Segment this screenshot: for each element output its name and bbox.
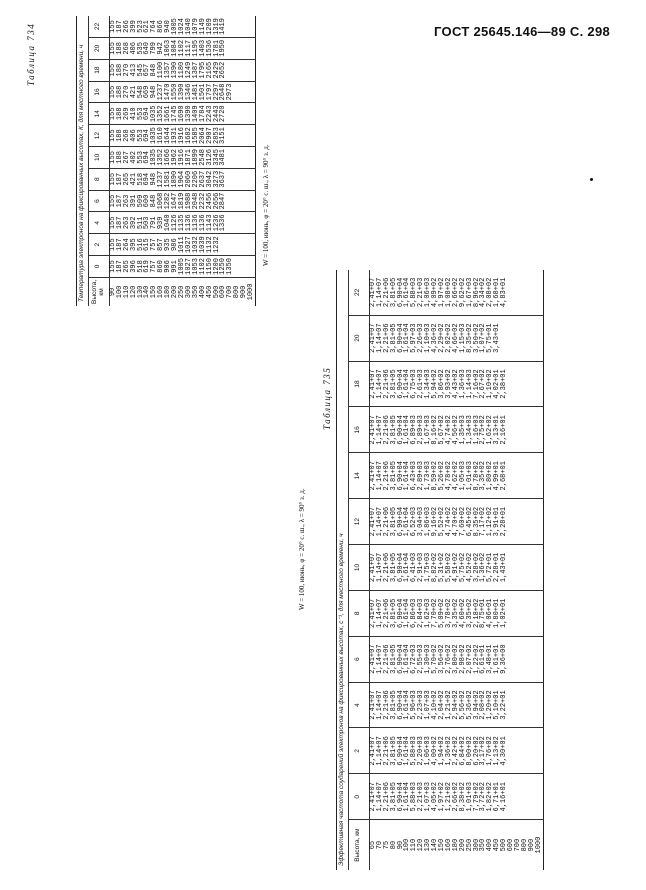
height-values-cell: 90 100 110 120 130 140 150 160 180 200 250 300 350 400 450 500 600 700 800 900 1000 — [108, 283, 256, 301]
hour-column-header: 4 — [348, 682, 369, 728]
height-column-header: Высота, км — [348, 820, 369, 870]
hour-column-header: 18 — [348, 361, 369, 407]
table-cell-column: 2,41+07 1,14+07 2,21+06 3,81+05 6,90+04 1,61+04 5,97+03 2,26+03 1,10+03 4,36+02 2,29+02 2,02+02 4,66+02 1,15+03 8,35+02 3,50+02 1,07+02 5,75+01 3,43+01 — [369, 315, 543, 361]
table-735-name: Таблица 735 — [322, 366, 332, 430]
hour-column-header: 8 — [88, 168, 109, 190]
table-cell-column: 2,41+07 1,14+07 2,21+06 3,81+05 6,90+04 1,61+04 5,96+03 2,23+03 1,07+03 4,10+02 2,04+02 1,21+02 2,94+02 5,56+02 5,36+02 3,94+02 2,08+02 1,20+02 5,10+01 3,22+01 — [369, 682, 543, 728]
hour-column-header: 2 — [88, 234, 109, 256]
hour-column-header: 20 — [88, 37, 109, 59]
hour-column-header: 18 — [88, 59, 109, 81]
table-cell-column: 2,41+07 1,14+07 2,21+06 3,81+05 6,90+04 1,61+04 5,88+03 2,21+03 1,06+03 4,09+02 1,97+02 1,08+02 2,66+02 9,62+02 1,67+03 8,96+02 4,34+02 2,08+02 1,68+01 4,83+01 — [369, 270, 543, 315]
hour-column-header: 8 — [348, 590, 369, 636]
table-cell-column: 2,41+07 1,14+07 2,21+06 3,81+05 6,90+04 1,61+04 6,72+03 2,55+03 1,30+03 5,70+02 3,56+02 2,76+02 3,80+02 2,98+02 2,07+02 1,22+02 6,61+01 3,48+01 1,61+01 9,36+00 — [369, 636, 543, 682]
hour-column-header: 12 — [88, 125, 109, 147]
table-735-caption: W = 100, июнь, φ = 20° с. ш., λ = 90° з. д. — [298, 488, 306, 610]
print-dot — [590, 178, 593, 181]
table-cell-column: 155 187 266 399 523 621 764 866 940 1005 1024 1040 1079 1149 1209 1319 1419 — [109, 16, 255, 37]
table-735 — [336, 270, 544, 870]
table-734-caption: W = 100, июнь, φ = 20° с. ш., λ = 90° з. д. — [262, 144, 270, 266]
table-cell-column: 155 188 270 421 548 669 948 1237 1470 1550 1390 1346 1481 1501 1797 2297 2648 2973 — [109, 81, 255, 103]
table-cell-column: 155 188 267 402 553 694 1035 1352 1666 1962 1916 1871 1899 2548 3126 3345 3481 — [109, 146, 255, 168]
table-cell-column: 155 188 270 413 545 657 848 1100 1357 1390 1180 1249 1387 1795 2165 2429 2652 — [109, 59, 255, 81]
table-cell-column: 155 187 265 421 518 694 948 1237 1581 1890 1964 2060 2206 2637 3042 3273 3637 — [109, 168, 255, 190]
hour-column-header: 10 — [88, 146, 109, 168]
table-cell-column: 155 187 263 391 509 600 848 1068 1282 1647 1819 1988 2048 2232 2456 2656 2847 — [109, 190, 255, 212]
hour-column-header: 14 — [348, 453, 369, 499]
hour-column-header: 6 — [88, 190, 109, 212]
table-cell-column: 155 187 263 392 511 503 791 939 1040 1126 1135 1136 1136 1136 1143 1236 1336 — [109, 212, 255, 234]
table-735-subtitle: Эффективная частота соударений электронов на фиксированных высотах, с⁻¹, для местного времени, ч — [337, 270, 349, 870]
table-cell-column: 155 188 269 410 553 694 1035 1352 1661 1745 1690 1390 1409 1784 2243 2443 2720 — [109, 103, 255, 125]
table-cell-column: 2,41+07 1,14+07 2,21+06 3,81+05 6,90+04 1,61+04 5,88+03 2,20+03 1,06+03 4,00+02 1,94+02 1,36+02 2,42+02 6,84+02 8,00+02 6,20+02 3,17+02 1,76+02 1,13+02 4,30+01 — [369, 728, 543, 774]
hour-column-header: 10 — [348, 545, 369, 591]
table-cell-column: 2,41+07 1,14+07 2,21+06 3,81+05 6,90+04 1,61+04 6,41+03 2,91+03 1,75+03 8,82+02 5,31+02 5,58+02 4,91+02 5,75+02 4,52+02 3,28+02 1,36+02 5,72+01 2,28+01 1,43+01 — [369, 545, 543, 591]
page-header: ГОСТ 25645.146—89 С. 298 — [434, 24, 610, 39]
table-cell-column: 2,41+07 1,14+07 2,21+06 3,81+05 6,90+04 1,61+04 6,75+03 2,61+03 1,34+03 5,94+02 3,86+02 3,93+02 4,43+02 1,36+03 1,14+03 7,16+02 2,67+02 1,10+02 4,02+01 2,38+01 — [369, 361, 543, 407]
hour-column-header: 6 — [348, 636, 369, 682]
hour-column-header: 22 — [348, 270, 369, 315]
table-cell-column: 155 187 264 395 516 615 757 857 935 986 1011 1027 1032 1039 1132 1232 — [109, 234, 255, 256]
table-cell-column: 2,41+07 1,14+07 2,21+06 3,81+05 6,90+04 1,61+04 6,43+03 2,89+03 1,73+03 8,59+02 5,26+02 4,78+02 4,62+02 1,05+03 1,01+03 8,78+02 3,35+02 1,80+02 4,99+01 2,68+01 — [369, 453, 543, 499]
table-734 — [76, 16, 256, 306]
height-column-header: Высота, км — [88, 277, 109, 306]
table-cell-column: 155 188 268 406 535 640 799 942 1063 1084 1102 1117 1195 1403 1536 1781 1950 — [109, 37, 255, 59]
table-cell-column: 2,41+07 1,14+07 2,21+06 3,81+05 6,90+04 1,61+04 6,89+03 2,89+03 1,67+03 8,16+02 5,67+02 4,74+02 4,56+02 1,35+03 1,34+03 1,16+03 2,75+02 1,62+02 3,13+01 2,16+01 — [369, 407, 543, 453]
hour-column-header: 20 — [348, 315, 369, 361]
height-values-cell: 65 70 75 80 90 100 110 120 130 140 150 160 180 200 250 300 350 400 450 500 600 700 800 900 1000 — [368, 836, 543, 854]
table-cell-column: 155 187 265 396 518 619 757 860 906 991 1005 1027 1053 1102 1150 1200 1250 1350 — [109, 256, 255, 278]
hour-column-header: 0 — [348, 774, 369, 820]
table-cell-column: 2,41+07 1,14+07 2,21+06 3,81+05 6,90+04 1,61+04 6,86+03 2,84+03 1,62+03 7,70+02 5,09+02 3,78+02 3,35+02 4,60+02 3,35+02 2,18+02 8,75+01 4,06+01 1,80+01 1,02+01 — [369, 590, 543, 636]
table-cell-column: 2,41+07 1,14+07 2,21+06 3,81+05 6,90+04 1,61+04 6,52+03 3,04+03 1,86+03 9,16+02 5,52+02 4,74+02 4,70+02 7,60+02 6,45+02 8,35+02 7,17+02 1,12+02 3,91+01 2,28+01 — [369, 499, 543, 545]
table-cell-column: 2,41+07 1,14+07 2,21+06 3,81+05 6,90+04 1,61+04 5,88+03 2,21+03 1,07+03 4,05+02 1,97+02 1,21+02 2,66+02 8,38+02 1,01+03 7,79+02 3,72+02 1,82+02 6,71+01 4,16+01 — [369, 774, 543, 820]
hour-column-header: 16 — [348, 407, 369, 453]
table-734-subtitle: Температура электронов на фиксированных высотах, К, для местного времени, ч — [77, 16, 89, 306]
hour-column-header: 22 — [88, 16, 109, 37]
table-cell-column: 155 188 268 406 553 694 1035 1610 1644 1931 1916 1682 1585 2064 2907 2853 3151 — [109, 125, 255, 147]
hour-column-header: 0 — [88, 256, 109, 278]
table-734-name: Таблица 734 — [26, 22, 36, 86]
hour-column-header: 4 — [88, 212, 109, 234]
hour-column-header: 2 — [348, 728, 369, 774]
hour-column-header: 16 — [88, 81, 109, 103]
hour-column-header: 14 — [88, 103, 109, 125]
hour-column-header: 12 — [348, 499, 369, 545]
